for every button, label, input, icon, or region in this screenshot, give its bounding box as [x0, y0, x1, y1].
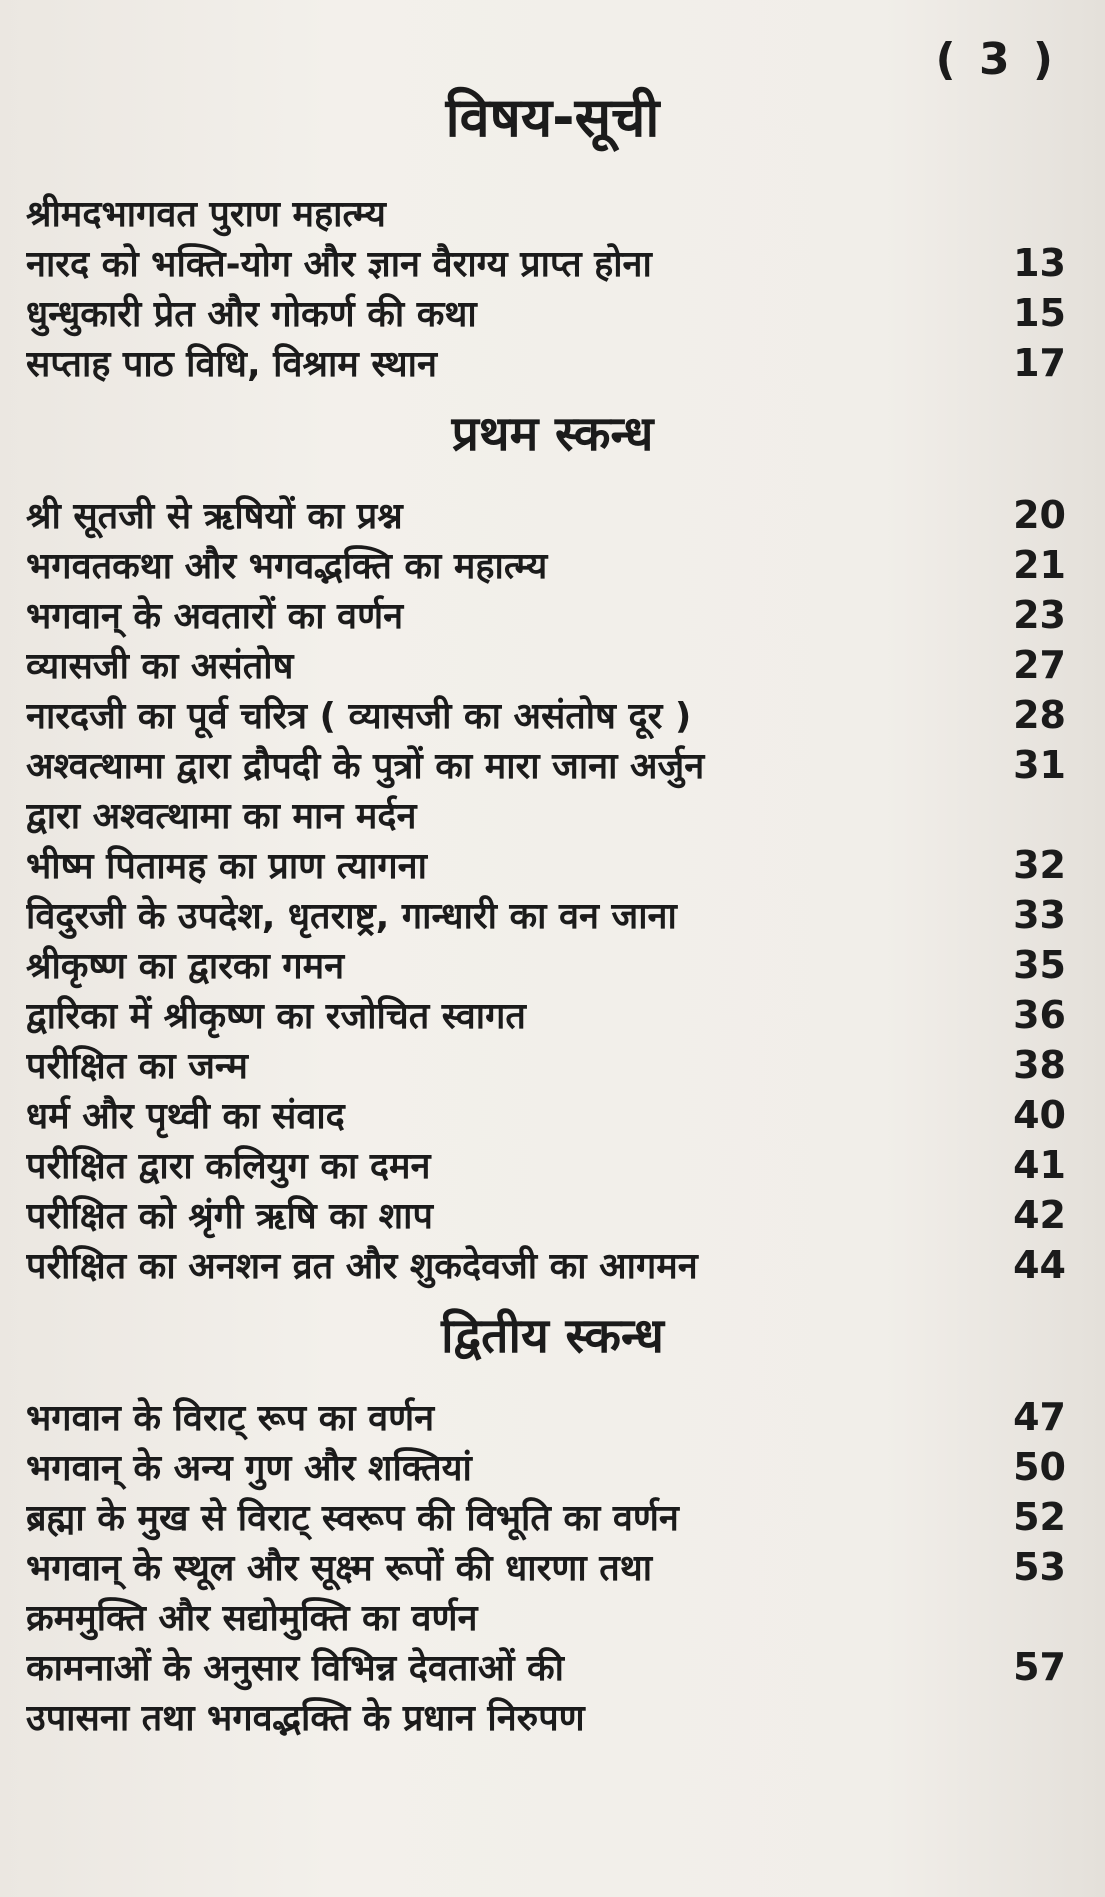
- entry-page: 28: [1013, 693, 1066, 737]
- toc-entry: [26, 790, 1066, 840]
- toc-entry: [26, 890, 1066, 940]
- entry-title: श्री सूतजी से ऋषियों का प्रश्न: [26, 496, 403, 537]
- entry-page: 47: [1013, 1395, 1066, 1439]
- entry-page: 42: [1013, 1193, 1066, 1237]
- entry-page: 17: [1013, 341, 1066, 385]
- entry-page: 38: [1013, 1043, 1066, 1087]
- toc-entry: [26, 640, 1066, 690]
- entry-title: परीक्षित द्वारा कलियुग का दमन: [26, 1146, 431, 1187]
- entry-page: 53: [1013, 1545, 1066, 1589]
- entry-title: भगवान् के स्थूल और सूक्ष्म रूपों की धारणा तथा: [26, 1548, 653, 1589]
- entry-title: नारदजी का पूर्व चरित्र ( व्यासजी का असंतोष दूर ): [26, 696, 692, 737]
- toc-entry: [26, 1642, 1066, 1692]
- entry-title: धर्म और पृथ्वी का संवाद: [26, 1096, 345, 1137]
- entry-page: 50: [1013, 1445, 1066, 1489]
- toc-entry: [26, 690, 1066, 740]
- page-number: ( 3 ): [935, 34, 1057, 85]
- toc-entry: [26, 1190, 1066, 1240]
- entry-title: द्वारिका में श्रीकृष्ण का रजोचित स्वागत: [26, 996, 526, 1037]
- entry-title: भगवान् के अन्य गुण और शक्तियां: [26, 1448, 472, 1489]
- entry-page: 20: [1013, 493, 1066, 537]
- toc-entry: [26, 940, 1066, 990]
- entry-page: 15: [1013, 291, 1066, 335]
- entry-page: 40: [1013, 1093, 1066, 1137]
- entry-page: 36: [1013, 993, 1066, 1037]
- entry-title: भीष्म पितामह का प्राण त्यागना: [26, 846, 427, 887]
- toc-entry: [26, 740, 1066, 790]
- entry-page: 27: [1013, 643, 1066, 687]
- toc-entry: [26, 1240, 1066, 1290]
- entry-title: अश्वत्थामा द्वारा द्रौपदी के पुत्रों का मारा जाना अर्जुन: [26, 746, 705, 787]
- toc-entry: [26, 1140, 1066, 1190]
- heading-second-skandha: द्वितीय स्कन्ध: [441, 1308, 664, 1364]
- toc-entry: [26, 540, 1066, 590]
- entry-page: 35: [1013, 943, 1066, 987]
- toc-entry: [26, 1542, 1066, 1592]
- toc-entry: [26, 590, 1066, 640]
- entry-title: क्रममुक्ति और सद्योमुक्ति का वर्णन: [26, 1598, 478, 1639]
- entry-title: भगवान् के अवतारों का वर्णन: [26, 596, 404, 637]
- entry-page: 52: [1013, 1495, 1066, 1539]
- toc-entry: [26, 288, 1066, 338]
- entry-title: कामनाओं के अनुसार विभिन्न देवताओं की: [26, 1648, 565, 1689]
- entry-title: उपासना तथा भगवद्भक्ति के प्रधान निरुपण: [26, 1698, 585, 1739]
- toc-entry: [26, 1442, 1066, 1492]
- entry-title: परीक्षित का जन्म: [26, 1046, 248, 1087]
- toc-entry: [26, 1392, 1066, 1442]
- entry-page: 44: [1013, 1243, 1066, 1287]
- toc-entry: [26, 188, 1066, 238]
- entry-page: 31: [1013, 743, 1066, 787]
- entry-title: सप्ताह पाठ विधि, विश्राम स्थान: [26, 344, 437, 385]
- entry-title: ब्रह्मा के मुख से विराट् स्वरूप की विभूति का वर्णन: [26, 1498, 679, 1539]
- entry-page: 33: [1013, 893, 1066, 937]
- entry-title: द्वारा अश्वत्थामा का मान मर्दन: [26, 796, 417, 837]
- entry-title: परीक्षित का अनशन व्रत और शुकदेवजी का आगमन: [26, 1246, 698, 1287]
- entry-page: 32: [1013, 843, 1066, 887]
- toc-entry: [26, 990, 1066, 1040]
- entry-page: 23: [1013, 593, 1066, 637]
- heading-contents: विषय-सूची: [445, 86, 660, 149]
- entry-title: धुन्धुकारी प्रेत और गोकर्ण की कथा: [26, 294, 477, 335]
- entry-page: 13: [1013, 241, 1066, 285]
- entry-page: 41: [1013, 1143, 1066, 1187]
- entry-title: भगवतकथा और भगवद्भक्ति का महात्म्य: [26, 546, 548, 587]
- toc-entry: [26, 338, 1066, 388]
- entry-title: विदुरजी के उपदेश, धृतराष्ट्र, गान्धारी का वन जाना: [26, 896, 677, 937]
- entry-title: श्रीकृष्ण का द्वारका गमन: [26, 946, 345, 987]
- toc-entry: [26, 1592, 1066, 1642]
- toc-entry: [26, 1040, 1066, 1090]
- toc-entry: [26, 1492, 1066, 1542]
- entry-title: श्रीमदभागवत पुराण महात्म्य: [26, 194, 386, 235]
- entry-page: 57: [1013, 1645, 1066, 1689]
- toc-entry: [26, 840, 1066, 890]
- entry-title: व्यासजी का असंतोष: [26, 646, 294, 687]
- heading-first-skandha: प्रथम स्कन्ध: [451, 406, 654, 462]
- entry-page: 21: [1013, 543, 1066, 587]
- entry-title: परीक्षित को श्रृंगी ऋषि का शाप: [26, 1196, 433, 1237]
- toc-entry: [26, 238, 1066, 288]
- toc-entry: [26, 1090, 1066, 1140]
- toc-entry: [26, 490, 1066, 540]
- toc-entry: [26, 1692, 1066, 1742]
- entry-title: भगवान के विराट् रूप का वर्णन: [26, 1398, 435, 1439]
- entry-title: नारद को भक्ति-योग और ज्ञान वैराग्य प्राप्त होना: [26, 244, 652, 285]
